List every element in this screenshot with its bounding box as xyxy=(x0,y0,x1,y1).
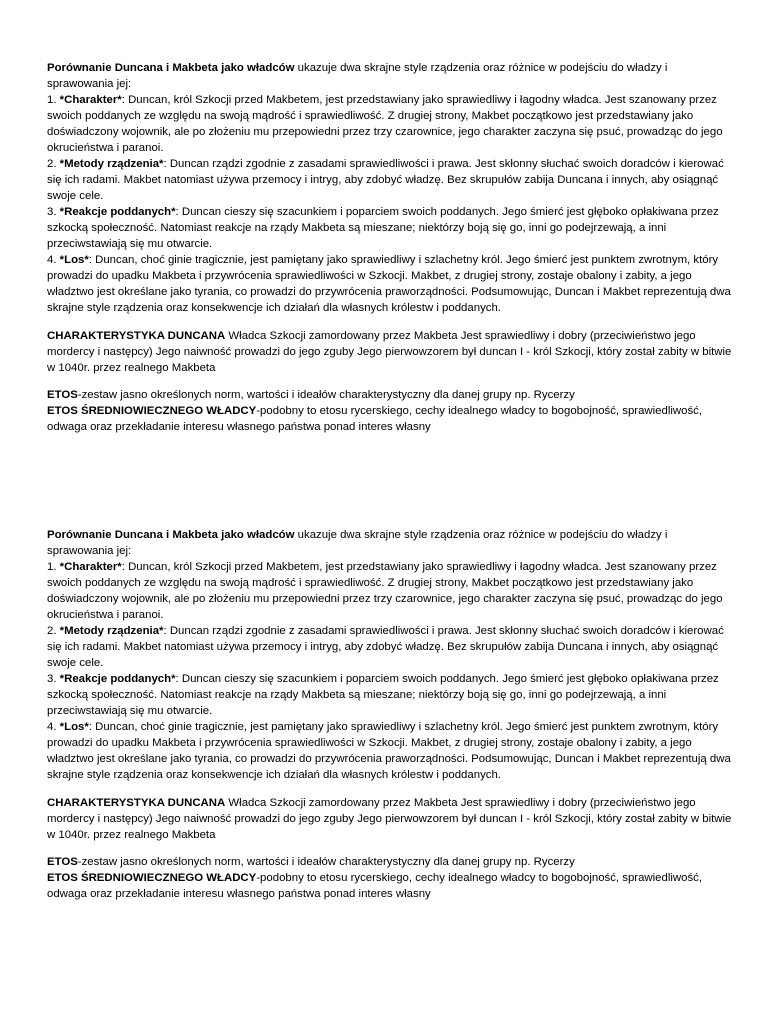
etos-heading: ETOS xyxy=(47,856,78,868)
point-3 xyxy=(47,204,737,252)
etos-text: -zestaw jasno określonych norm, wartości i ideałów charakterystyczny dla danej grupy np. Rycerzy xyxy=(77,856,575,868)
etos-paragraph xyxy=(47,387,737,403)
etos-paragraph xyxy=(47,854,737,870)
etos-medieval-text: -podobny to etosu rycerskiego, cechy idealnego władcy to bogobojność, sprawiedliwość, odwaga oraz przekładanie interesu własnego państwa ponad interes własny xyxy=(47,405,703,433)
intro-bold: Porównanie Duncana i Makbeta jako władców xyxy=(47,529,295,541)
point-prefix: 1. xyxy=(47,561,60,573)
point-label: *Los* xyxy=(59,254,89,266)
characteristics-paragraph xyxy=(47,328,737,376)
characteristics-paragraph xyxy=(47,795,737,843)
point-4 xyxy=(47,719,737,783)
point-4 xyxy=(47,252,737,316)
etos-medieval-paragraph xyxy=(47,403,737,435)
point-text: : Duncan, choć ginie tragicznie, jest pamiętany jako sprawiedliwy i szlachetny król. Jego śmierć jest punktem zwrotnym, który prowadzi do upadku Makbeta i przywrócenia sprawiedliwości w Szkocji. Makbet, z drugiej strony, zostaje obalony i zabity, a jego władztwo jest określane jako tyrania, co prowadzi do przywrócenia praworządności. Podsumowując, Duncan i Makbet reprezentują dwa skrajne style rządzenia oraz konsekwencje ich działań dla własnych królestw i poddanych. xyxy=(47,254,731,314)
etos-heading: ETOS xyxy=(47,389,78,401)
point-3 xyxy=(47,671,737,719)
point-prefix: 4. xyxy=(47,721,60,733)
etos-medieval-heading: ETOS ŚREDNIOWIECZNEGO WŁADCY xyxy=(47,405,257,417)
point-prefix: 3. xyxy=(47,206,60,218)
etos-medieval-heading: ETOS ŚREDNIOWIECZNEGO WŁADCY xyxy=(47,872,257,884)
point-label: *Reakcje poddanych* xyxy=(59,673,176,685)
intro-text: ukazuje dwa skrajne style rządzenia oraz różnice w podejściu do władzy i sprawowania jej: xyxy=(47,529,668,557)
point-prefix: 2. xyxy=(47,625,60,637)
etos-medieval-paragraph xyxy=(47,870,737,902)
point-label: *Metody rządzenia* xyxy=(59,158,164,170)
point-label: *Charakter* xyxy=(59,561,122,573)
point-1 xyxy=(47,92,737,156)
point-prefix: 1. xyxy=(47,94,60,106)
characteristics-text: Władca Szkocji zamordowany przez Makbeta Jest sprawiedliwy i dobry (przeciwieństwo jego mordercy i następcy) Jego naiwność prowadzi do jego zguby Jego pierwowzorem był duncan I - król Szkocji, który został zabity w bitwie w 1040r. przez realnego Makbeta xyxy=(47,330,732,374)
point-text: : Duncan cieszy się szacunkiem i poparciem swoich poddanych. Jego śmierć jest głęboko opłakiwana przez szkocką społeczność. Natomiast reakcje na rządy Makbeta są mieszane; niektórzy boją się go, inni go podejrzewają, a inni przeciwstawiają się mu otwarcie. xyxy=(47,673,719,717)
document-section-2 xyxy=(47,527,737,902)
point-prefix: 4. xyxy=(47,254,60,266)
point-label: *Metody rządzenia* xyxy=(59,625,164,637)
point-text: : Duncan rządzi zgodnie z zasadami sprawiedliwości i prawa. Jest skłonny słuchać swoich doradców i kierować się ich radami. Makbet natomiast używa przemocy i intryg, aby zdobyć władzę. Bez skrupułów zabija Duncana i innych, aby osiągnąć swoje cele. xyxy=(47,158,724,202)
intro-paragraph xyxy=(47,527,737,559)
characteristics-heading: CHARAKTERYSTYKA DUNCANA xyxy=(47,797,226,809)
point-label: *Charakter* xyxy=(59,94,122,106)
intro-paragraph xyxy=(47,60,737,92)
point-prefix: 2. xyxy=(47,158,60,170)
point-text: : Duncan rządzi zgodnie z zasadami sprawiedliwości i prawa. Jest skłonny słuchać swoich doradców i kierować się ich radami. Makbet natomiast używa przemocy i intryg, aby zdobyć władzę. Bez skrupułów zabija Duncana i innych, aby osiągnąć swoje cele. xyxy=(47,625,724,669)
point-text: : Duncan, król Szkocji przed Makbetem, jest przedstawiany jako sprawiedliwy i łagodny władca. Jest szanowany przez swoich poddanych ze względu na swoją mądrość i sprawiedliwość. Z drugiej strony, Makbet początkowo jest przedstawiany jako doświadczony wojownik, ale po złożeniu mu przepowiedni przez trzy czarownice, jego charakter zaczyna się psuć, prowadząc do jego okrucieństwa i paranoi. xyxy=(47,561,723,621)
point-label: *Reakcje poddanych* xyxy=(59,206,176,218)
point-2 xyxy=(47,623,737,671)
point-1 xyxy=(47,559,737,623)
document-section-1 xyxy=(47,60,737,435)
point-prefix: 3. xyxy=(47,673,60,685)
characteristics-heading: CHARAKTERYSTYKA DUNCANA xyxy=(47,330,226,342)
etos-text: -zestaw jasno określonych norm, wartości i ideałów charakterystyczny dla danej grupy np. Rycerzy xyxy=(77,389,575,401)
intro-text: ukazuje dwa skrajne style rządzenia oraz różnice w podejściu do władzy i sprawowania jej: xyxy=(47,62,668,90)
point-text: : Duncan, król Szkocji przed Makbetem, jest przedstawiany jako sprawiedliwy i łagodny władca. Jest szanowany przez swoich poddanych ze względu na swoją mądrość i sprawiedliwość. Z drugiej strony, Makbet początkowo jest przedstawiany jako doświadczony wojownik, ale po złożeniu mu przepowiedni przez trzy czarownice, jego charakter zaczyna się psuć, prowadząc do jego okrucieństwa i paranoi. xyxy=(47,94,723,154)
point-label: *Los* xyxy=(59,721,89,733)
point-2 xyxy=(47,156,737,204)
characteristics-text: Władca Szkocji zamordowany przez Makbeta Jest sprawiedliwy i dobry (przeciwieństwo jego mordercy i następcy) Jego naiwność prowadzi do jego zguby Jego pierwowzorem był duncan I - król Szkocji, który został zabity w bitwie w 1040r. przez realnego Makbeta xyxy=(47,797,732,841)
intro-bold: Porównanie Duncana i Makbeta jako władców xyxy=(47,62,295,74)
point-text: : Duncan, choć ginie tragicznie, jest pamiętany jako sprawiedliwy i szlachetny król. Jego śmierć jest punktem zwrotnym, który prowadzi do upadku Makbeta i przywrócenia sprawiedliwości w Szkocji. Makbet, z drugiej strony, zostaje obalony i zabity, a jego władztwo jest określane jako tyrania, co prowadzi do przywrócenia praworządności. Podsumowując, Duncan i Makbet reprezentują dwa skrajne style rządzenia oraz konsekwencje ich działań dla własnych królestw i poddanych. xyxy=(47,721,731,781)
point-text: : Duncan cieszy się szacunkiem i poparciem swoich poddanych. Jego śmierć jest głęboko opłakiwana przez szkocką społeczność. Natomiast reakcje na rządy Makbeta są mieszane; niektórzy boją się go, inni go podejrzewają, a inni przeciwstawiają się mu otwarcie. xyxy=(47,206,719,250)
etos-medieval-text: -podobny to etosu rycerskiego, cechy idealnego władcy to bogobojność, sprawiedliwość, odwaga oraz przekładanie interesu własnego państwa ponad interes własny xyxy=(47,872,703,900)
